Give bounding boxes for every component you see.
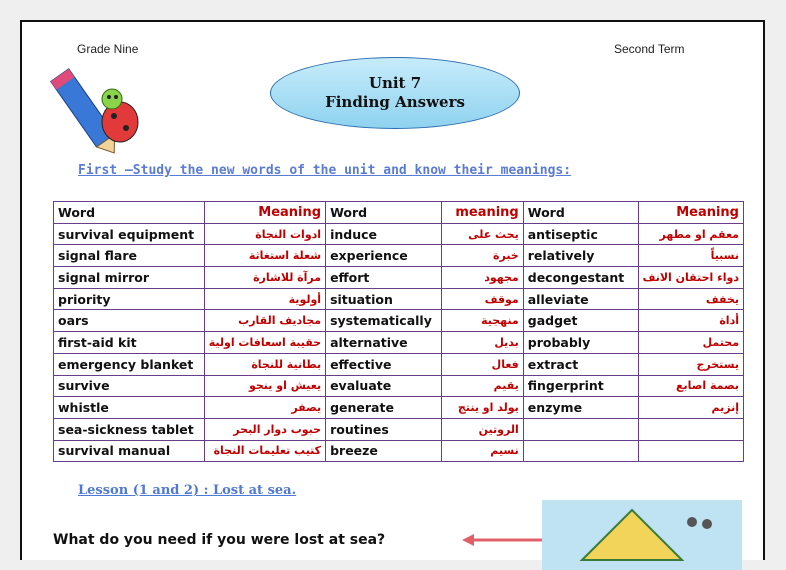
- meaning-cell: بصمة اصابع: [638, 375, 743, 397]
- worksheet-page: [20, 20, 765, 560]
- meaning-cell: حبوب دوار البحر: [204, 418, 325, 440]
- meaning-cell: فعال: [441, 353, 523, 375]
- meaning-cell: كتيب تعليمات النجاة: [204, 440, 325, 462]
- word-cell: survival equipment: [54, 223, 205, 245]
- meaning-cell: محتمل: [638, 332, 743, 354]
- lifeboat-illustration: [542, 500, 742, 570]
- meaning-cell: مجاديف القارب: [204, 310, 325, 332]
- word-cell: routines: [326, 418, 442, 440]
- word-cell: priority: [54, 288, 205, 310]
- table-row: [54, 223, 744, 245]
- meaning-cell: يقيم: [441, 375, 523, 397]
- meaning-cell: ادوات النجاة: [204, 223, 325, 245]
- word-cell: survival manual: [54, 440, 205, 462]
- word-cell: systematically: [326, 310, 442, 332]
- unit-title-badge: [270, 57, 520, 129]
- word-cell: extract: [523, 353, 638, 375]
- table-header-row: [54, 202, 744, 224]
- meaning-cell: [638, 440, 743, 462]
- word-cell: emergency blanket: [54, 353, 205, 375]
- term-label: Second Term: [614, 42, 685, 56]
- table-row: [54, 245, 744, 267]
- word-cell: signal mirror: [54, 267, 205, 289]
- meaning-cell: دواء احتقان الانف: [638, 267, 743, 289]
- word-cell: [523, 440, 638, 462]
- meaning-cell: الروتين: [441, 418, 523, 440]
- header-meaning-cell: Meaning: [204, 202, 325, 224]
- meaning-cell: منهجية: [441, 310, 523, 332]
- meaning-cell: نسيم: [441, 440, 523, 462]
- word-cell: probably: [523, 332, 638, 354]
- word-cell: [523, 418, 638, 440]
- word-cell: generate: [326, 397, 442, 419]
- table-row: [54, 332, 744, 354]
- vocabulary-table: [53, 201, 744, 462]
- word-cell: fingerprint: [523, 375, 638, 397]
- table-row: [54, 418, 744, 440]
- meaning-cell: بطانية للنجاة: [204, 353, 325, 375]
- lesson-heading: Lesson (1 and 2) : Lost at sea.: [78, 483, 297, 498]
- word-cell: survive: [54, 375, 205, 397]
- table-row: [54, 440, 744, 462]
- word-cell: antiseptic: [523, 223, 638, 245]
- unit-number: Unit 7: [368, 74, 422, 92]
- meaning-cell: يعيش او ينجو: [204, 375, 325, 397]
- table-row: [54, 397, 744, 419]
- table-row: [54, 288, 744, 310]
- meaning-cell: خبرة: [441, 245, 523, 267]
- word-cell: relatively: [523, 245, 638, 267]
- table-row: [54, 310, 744, 332]
- meaning-cell: بديل: [441, 332, 523, 354]
- meaning-cell: إنزيم: [638, 397, 743, 419]
- meaning-cell: حقيبة اسعافات اولية: [204, 332, 325, 354]
- word-cell: whistle: [54, 397, 205, 419]
- meaning-cell: [638, 418, 743, 440]
- word-cell: first-aid kit: [54, 332, 205, 354]
- grade-label: Grade Nine: [77, 42, 139, 56]
- meaning-cell: يخفف: [638, 288, 743, 310]
- header-word-cell: Word: [54, 202, 205, 224]
- meaning-cell: معقم او مطهر: [638, 223, 743, 245]
- word-cell: alternative: [326, 332, 442, 354]
- meaning-cell: يصفر: [204, 397, 325, 419]
- meaning-cell: يستخرج: [638, 353, 743, 375]
- word-cell: oars: [54, 310, 205, 332]
- word-cell: effort: [326, 267, 442, 289]
- meaning-cell: مجهود: [441, 267, 523, 289]
- word-cell: enzyme: [523, 397, 638, 419]
- lesson-question: What do you need if you were lost at sea?: [53, 532, 386, 548]
- meaning-cell: أداة: [638, 310, 743, 332]
- meaning-cell: مرآة للاشارة: [204, 267, 325, 289]
- instruction-heading: First –Study the new words of the unit and know their meanings:: [78, 163, 572, 178]
- word-cell: decongestant: [523, 267, 638, 289]
- table-row: [54, 375, 744, 397]
- table-row: [54, 353, 744, 375]
- header-meaning-cell: Meaning: [638, 202, 743, 224]
- meaning-cell: يحث على: [441, 223, 523, 245]
- meaning-cell: أولوية: [204, 288, 325, 310]
- pencil-mascot-illustration: [42, 54, 152, 154]
- header-word-cell: Word: [326, 202, 442, 224]
- word-cell: sea-sickness tablet: [54, 418, 205, 440]
- unit-title: Finding Answers: [325, 93, 465, 111]
- table-row: [54, 267, 744, 289]
- word-cell: situation: [326, 288, 442, 310]
- meaning-cell: يولد او ينتج: [441, 397, 523, 419]
- meaning-cell: شعلة استغاثة: [204, 245, 325, 267]
- word-cell: signal flare: [54, 245, 205, 267]
- header-word-cell: Word: [523, 202, 638, 224]
- word-cell: induce: [326, 223, 442, 245]
- meaning-cell: نسبياً: [638, 245, 743, 267]
- meaning-cell: موقف: [441, 288, 523, 310]
- word-cell: alleviate: [523, 288, 638, 310]
- word-cell: evaluate: [326, 375, 442, 397]
- header-meaning-cell: meaning: [441, 202, 523, 224]
- word-cell: breeze: [326, 440, 442, 462]
- word-cell: experience: [326, 245, 442, 267]
- word-cell: effective: [326, 353, 442, 375]
- word-cell: gadget: [523, 310, 638, 332]
